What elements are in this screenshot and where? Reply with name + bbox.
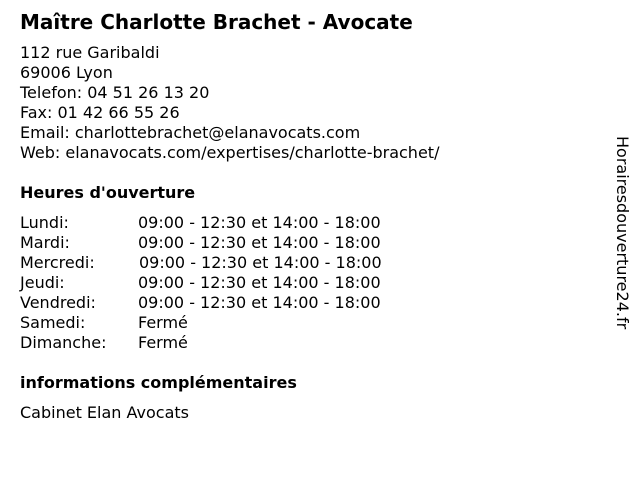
hours-time: Fermé <box>138 333 188 352</box>
page-title: Maître Charlotte Brachet - Avocate <box>20 10 413 34</box>
hours-day: Jeudi: <box>20 273 65 292</box>
hours-day: Lundi: <box>20 213 69 232</box>
hours-row-saturday <box>20 313 440 333</box>
hours-row-friday <box>20 293 440 313</box>
hours-day: Dimanche: <box>20 333 107 352</box>
hours-heading: Heures d'ouverture <box>20 183 196 202</box>
hours-time: 09:00 - 12:30 et 14:00 - 18:00 <box>139 253 382 272</box>
hours-row-wednesday <box>20 253 440 273</box>
extra-info-text: Cabinet Elan Avocats <box>20 403 189 422</box>
contact-block <box>20 43 439 163</box>
phone-number: Telefon: 04 51 26 13 20 <box>20 83 210 102</box>
hours-time: 09:00 - 12:30 et 14:00 - 18:00 <box>138 213 381 232</box>
opening-hours-list <box>20 213 440 353</box>
hours-row-tuesday <box>20 233 440 253</box>
hours-time: 09:00 - 12:30 et 14:00 - 18:00 <box>138 273 381 292</box>
hours-time: 09:00 - 12:30 et 14:00 - 18:00 <box>138 293 381 312</box>
hours-row-sunday <box>20 333 440 353</box>
hours-time: 09:00 - 12:30 et 14:00 - 18:00 <box>138 233 381 252</box>
site-watermark: Horairesdouverture24.fr <box>613 136 632 330</box>
fax-number: Fax: 01 42 66 55 26 <box>20 103 180 122</box>
hours-day: Mercredi: <box>20 253 95 272</box>
address-street: 112 rue Garibaldi <box>20 43 160 62</box>
address-city: 69006 Lyon <box>20 63 113 82</box>
hours-day: Samedi: <box>20 313 86 332</box>
email-address: Email: charlottebrachet@elanavocats.com <box>20 123 361 142</box>
hours-row-monday <box>20 213 440 233</box>
hours-day: Mardi: <box>20 233 70 252</box>
website-link: Web: elanavocats.com/expertises/charlotte-brachet/ <box>20 143 440 162</box>
hours-time: Fermé <box>138 313 188 332</box>
hours-row-thursday <box>20 273 440 293</box>
hours-day: Vendredi: <box>20 293 96 312</box>
extra-info-heading: informations complémentaires <box>20 373 297 392</box>
